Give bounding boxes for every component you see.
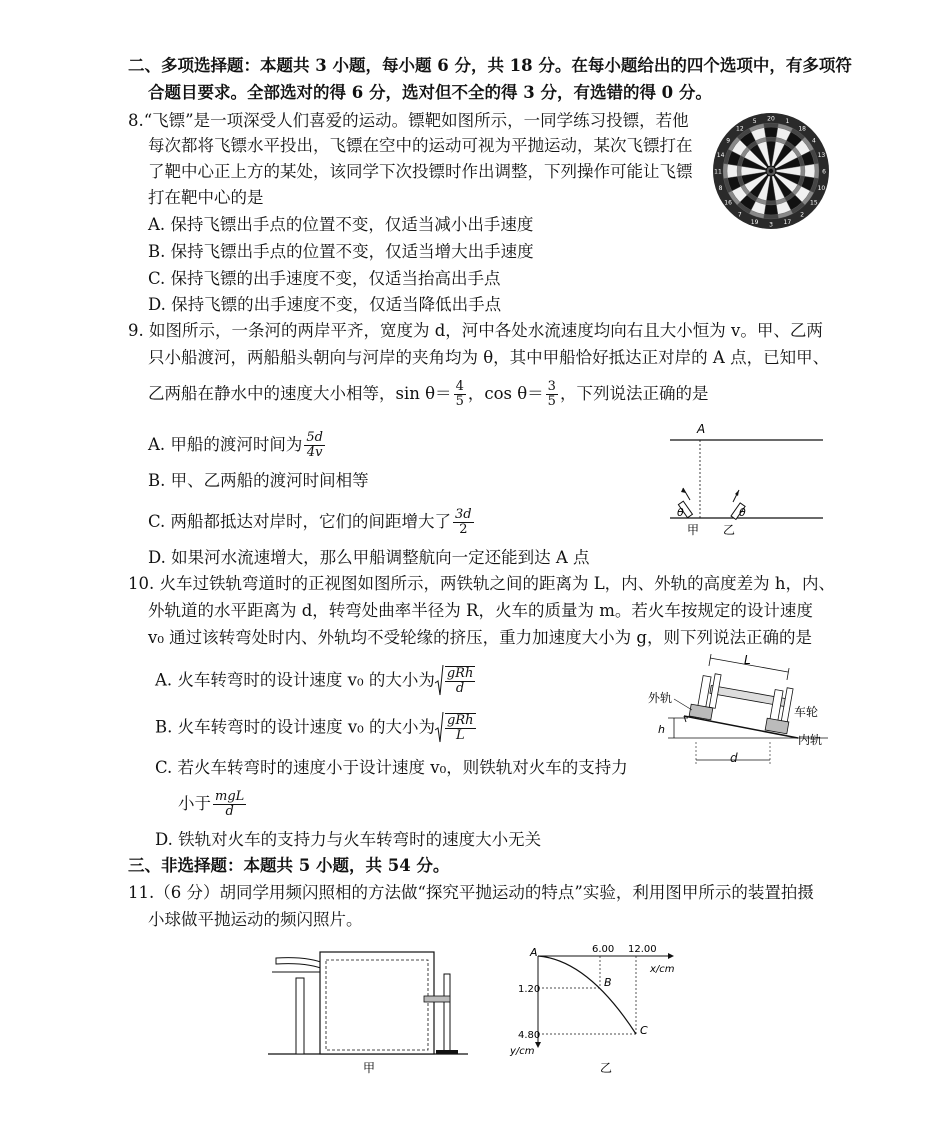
dartboard-number: 6 [822, 168, 826, 176]
q10-stem-line3: v₀ 通过该转弯处时内、外轨均不受轮缘的挤压，重力加速度大小为 g，则下列说法正确的是 [148, 628, 812, 647]
graph-x-label: x/cm [650, 964, 675, 975]
track-figure [648, 652, 830, 772]
q8-stem-line2: 每次都将飞镖水平投出，飞镖在空中的运动可视为平抛运动，某次飞镖打在 [148, 136, 693, 155]
dartboard-sector [801, 166, 805, 177]
track-label-d: d [730, 751, 738, 765]
q9-option-b: B. 甲、乙两船的渡河时间相等 [148, 471, 369, 490]
dartboard-number: 1 [785, 118, 790, 126]
trajectory-graph [508, 942, 698, 1077]
dartboard-sector [814, 163, 819, 178]
q10-option-a: A. 火车转弯时的设计速度 v₀ 的大小为 $\frac{\text{gRh}}{d}$ [155, 666, 474, 696]
dartboard-number: 7 [737, 211, 742, 219]
q8-option-a: A. 保持飞镖出手点的位置不变，仅适当减小出手速度 [148, 215, 534, 234]
q9-stem-line3: 乙两船在静水中的速度大小相等，sin θ＝ $\frac{4}{5}$ ，cos θ＝ $\frac{3}{5}$ ，下列说法正确的是 [148, 379, 709, 409]
graph-y-label: y/cm [510, 1046, 535, 1057]
graph-point-b: B [604, 976, 612, 989]
q9-stem-line2: 只小船渡河，两船船头朝向与河岸的夹角均为 θ，其中甲船恰好抵达正对岸的 A 点，已知甲、 [148, 348, 830, 367]
boat-yi-label: 乙 [723, 523, 736, 537]
dartboard-number: 4 [811, 137, 816, 145]
q10-stem-line1: 10. 火车过铁轨弯道时的正视图如图所示，两铁轨之间的距离为 L，内、外轨的高度差为 h，内、 [128, 574, 836, 593]
dartboard-number: 2 [800, 211, 805, 219]
section2-header-line1: 二、多项选择题：本题共 3 小题，每小题 6 分，共 18 分。在每小题给出的四个选项中，有多项符 [128, 56, 852, 75]
graph-y-tick-4: 4.80 [518, 1030, 541, 1041]
q11-stem-line1: 11.（6 分）胡同学用频闪照相的方法做“探究平抛运动的特点”实验，利用图甲所示的装置拍摄 [128, 883, 814, 902]
dartboard-number: 16 [724, 199, 732, 207]
dartboard-number: 9 [726, 137, 731, 145]
q10-option-c-line1: C. 若火车转弯时的速度小于设计速度 v₀，则铁轨对火车的支持力 [155, 758, 628, 777]
track-label-l: L [744, 653, 751, 667]
dartboard-number: 18 [798, 125, 806, 133]
dartboard-number: 11 [714, 168, 722, 176]
dartboard-number: 17 [783, 218, 792, 226]
dartboard-sector [766, 137, 777, 141]
graph-point-a: A [530, 946, 538, 959]
theta-label-jia: θ [677, 506, 684, 519]
dartboard-sector [727, 164, 737, 178]
apparatus-label-jia: 甲 [363, 1061, 376, 1075]
q9-option-a: A. 甲船的渡河时间为 $\frac{5d}{4v}$ [148, 430, 323, 460]
dartboard-number: 20 [767, 115, 775, 123]
q10-option-c-line2: 小于 $\frac{\text{mgL}}{d}$ [178, 789, 245, 819]
dartboard-sector [764, 127, 778, 137]
track-label-wheel: 车轮 [794, 705, 819, 719]
graph-label-yi: 乙 [600, 1061, 613, 1075]
track-label-h: h [658, 723, 665, 736]
q9-stem-line1: 9. 如图所示，一条河的两岸平齐，宽度为 d，河中各处水流速度均向右且大小恒为 v。甲、乙两 [128, 321, 823, 340]
theta-label-yi: θ [739, 506, 746, 519]
dartboard-figure [712, 112, 830, 230]
q8-stem-line3: 了靶中心正上方的某处，该同学下次投镖时作出调整，下列操作可能让飞镖 [148, 162, 693, 181]
dartboard-sector [805, 164, 815, 178]
q8-option-b: B. 保持飞镖出手点的位置不变，仅适当增大出手速度 [148, 242, 534, 261]
graph-point-c: C [640, 1024, 648, 1037]
river-figure [665, 420, 830, 540]
graph-y-tick-1: 1.20 [518, 984, 541, 995]
dartboard-number: 14 [716, 152, 725, 160]
track-label-inner: 内轨 [798, 733, 823, 747]
dartboard-number: 13 [817, 152, 826, 160]
q10-option-d: D. 铁轨对火车的支持力与火车转弯时的速度大小无关 [155, 830, 542, 849]
dartboard-sector [763, 123, 778, 128]
apparatus-figure [268, 938, 468, 1073]
river-point-a: A [697, 422, 706, 436]
dartboard-sector [766, 201, 777, 205]
dartboard-number: 8 [718, 184, 723, 192]
q8-stem-line1: 8.“飞镖”是一项深受人们喜爱的运动。镖靶如图所示，一同学练习投镖，若他 [128, 111, 689, 130]
dartboard-number: 15 [810, 199, 818, 207]
dartboard-sector [723, 163, 728, 178]
dartboard-number: 3 [769, 221, 773, 229]
section3-header: 三、非选择题：本题共 5 小题，共 54 分。 [128, 856, 450, 875]
graph-x-tick-12: 12.00 [628, 944, 657, 955]
section2-header-line2: 合题目要求。全部选对的得 6 分，选对但不全的得 3 分，有选错的得 0 分。 [148, 83, 712, 102]
q8-stem-line4: 打在靶中心的是 [148, 188, 264, 207]
q10-option-b: B. 火车转弯时的设计速度 v₀ 的大小为 $\frac{\text{gRh}}{L}$ [155, 713, 474, 743]
dartboard-number: 10 [817, 184, 826, 192]
q10-stem-line2: 外轨道的水平距离为 d，转弯处曲率半径为 R，火车的质量为 m。若火车按规定的设计速度 [148, 601, 813, 620]
q9-option-c: C. 两船都抵达对岸时，它们的间距增大了 $\frac{3d}{2}$ [148, 507, 472, 537]
q8-option-d: D. 保持飞镖的出手速度不变，仅适当降低出手点 [148, 295, 502, 314]
dartboard-number: 12 [736, 125, 744, 133]
q8-option-c: C. 保持飞镖的出手速度不变，仅适当抬高出手点 [148, 269, 501, 288]
dartboard-sector [737, 166, 741, 177]
dartboard-number: 19 [750, 218, 759, 226]
q11-stem-line2: 小球做平抛运动的频闪照片。 [148, 910, 363, 929]
graph-x-tick-6: 6.00 [592, 944, 615, 955]
dartboard-number: 5 [752, 118, 757, 126]
dartboard-sector [763, 214, 778, 219]
boat-jia-label: 甲 [687, 523, 700, 537]
q9-option-d: D. 如果河水流速增大，那么甲船调整航向一定还能到达 A 点 [148, 548, 590, 567]
track-label-outer: 外轨 [648, 691, 673, 705]
dartboard-sector [764, 205, 778, 215]
